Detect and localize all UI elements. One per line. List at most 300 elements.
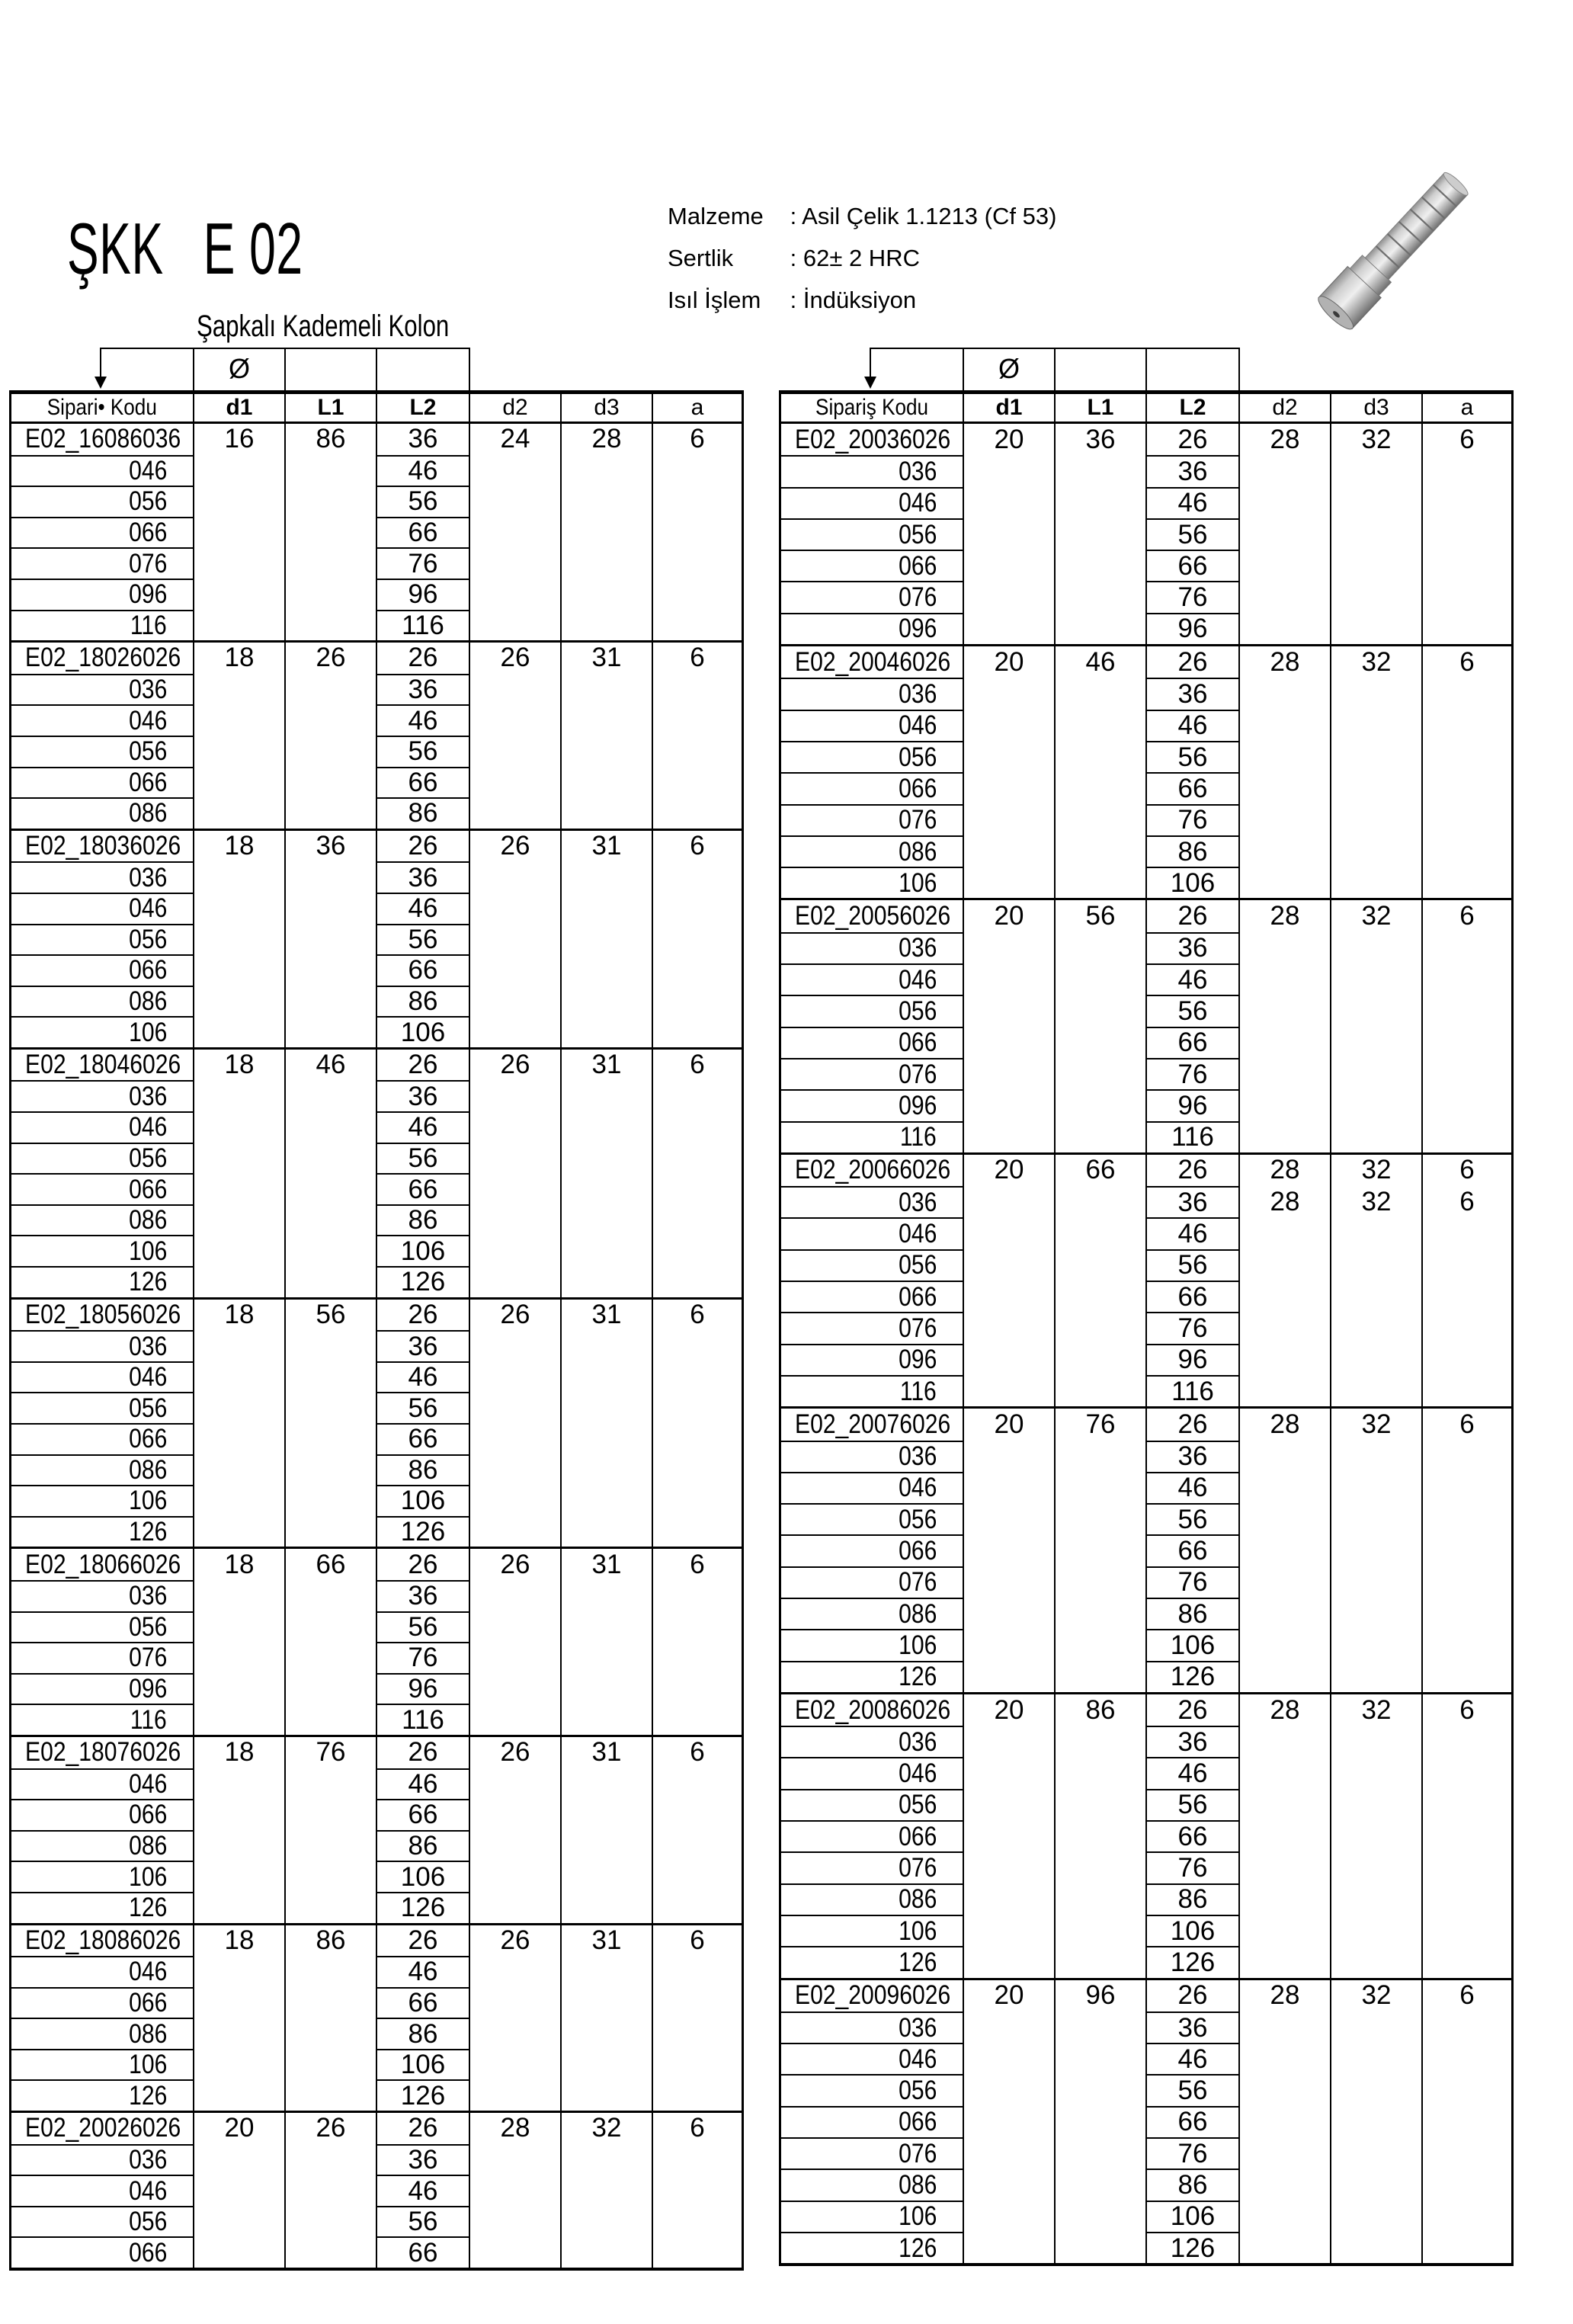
L2-column [376,1549,469,1735]
L2-cell: 26 [408,1737,438,1768]
catalog-table-left [9,348,744,2271]
L1-cell: 76 [1054,1409,1145,1692]
L2-cell: 36 [377,2144,469,2175]
L1-cell: 26 [284,643,376,829]
order-code-column [11,1925,193,2111]
order-code-cell: E02_18056026 [25,1299,181,1329]
table-group [781,1152,1511,1406]
d3-cell: 31 [560,1300,652,1547]
header-a: a [1421,394,1511,422]
product-model-code: E 02 [203,208,303,290]
L2-cell: 46 [1147,2043,1238,2074]
L2-cell: 86 [1147,835,1238,867]
d1-cell: 20 [963,424,1054,644]
order-code-suffix-cell: 066 [781,1534,963,1566]
header-d3: d3 [1330,394,1421,422]
L2-cell: 76 [1147,804,1238,835]
L1-cell: 76 [284,1737,376,1923]
order-code-suffix-cell: 106 [781,2201,963,2232]
header-a: a [652,394,742,422]
L2-cell: 26 [1177,646,1208,677]
order-code-suffix-cell: 066 [11,517,193,548]
order-code-suffix-cell: 096 [781,613,963,644]
d2-cell: 26 [469,1050,560,1297]
order-code-suffix-cell: 056 [781,741,963,772]
order-code-suffix-cell: 056 [11,486,193,517]
order-code-suffix-cell: 046 [781,2043,963,2074]
d2-cell: 28 [1238,1694,1330,1978]
order-code-pointer-arrow [870,348,871,377]
order-code-suffix-cell: 066 [781,1820,963,1851]
diameter-symbol: Ø [228,353,250,384]
L2-cell: 66 [1147,550,1238,581]
order-code-column [11,1549,193,1735]
L2-cell: 86 [1147,2169,1238,2200]
order-code-suffix-cell: 046 [781,963,963,995]
d1-cell: 18 [193,831,284,1047]
page-title [67,207,303,291]
catalog-table-right [779,348,1514,2266]
d1-cell: 18 [193,1925,284,2111]
d1-cell: 18 [193,1737,284,1923]
d3-cell: 32 [1330,1409,1421,1692]
L2-cell: 56 [1147,2074,1238,2105]
d2-cell: 26 [469,1300,560,1547]
a-cell: 6 [652,831,742,1047]
order-code-cell: E02_20056026 [795,901,951,931]
d2-cell: 26 [469,643,560,829]
order-code-suffix-cell: 126 [11,1892,193,1923]
L2-cell: 26 [408,1925,438,1955]
L2-cell: 26 [408,1549,438,1579]
d3-cell: 31 [560,1737,652,1923]
order-code-suffix-cell: 076 [781,1566,963,1598]
d1-cell: 18 [193,1050,284,1297]
diameter-symbol: Ø [998,353,1020,384]
table-preheader [9,348,744,390]
L2-cell: 66 [377,1799,469,1830]
order-code-suffix-cell: 126 [781,2232,963,2263]
L1-cell: 86 [284,424,376,640]
product-series-code: ŞKK [67,208,164,290]
d1-cell: 18 [193,643,284,829]
order-code-suffix-cell: 106 [11,1485,193,1516]
spec-label: Sertlik [668,245,734,271]
L2-cell: 86 [1147,1883,1238,1915]
table-group [11,1297,742,1547]
order-code-suffix-cell: 106 [781,867,963,898]
order-code-column [11,1050,193,1297]
table-group [11,1735,742,1923]
L1-cell: 46 [1054,646,1145,898]
order-code-suffix-cell: 056 [11,1392,193,1423]
order-code-column [781,646,963,898]
table-group [11,424,742,640]
d3-cell: 31 [560,1925,652,2111]
d2-cell: 28 [1238,646,1330,898]
table-body [781,424,1511,2263]
a-cell: 6 [1421,424,1511,644]
L2-cell: 46 [377,893,469,924]
L1-cell: 66 [1054,1155,1145,1406]
order-code-suffix-cell: 076 [781,1312,963,1343]
L2-cell: 116 [1147,1375,1238,1406]
L2-cell: 36 [1147,932,1238,963]
L2-cell: 26 [1177,424,1208,454]
L2-cell: 66 [377,1423,469,1454]
spec-value: : Asil Çelik 1.1213 (Cf 53) [790,203,1057,229]
order-code-suffix-cell: 096 [11,1673,193,1704]
L2-cell: 66 [1147,1820,1238,1851]
order-code-suffix-cell: 036 [11,1080,193,1111]
order-code-suffix-cell: 056 [11,2206,193,2237]
L2-cell: 46 [1147,1217,1238,1249]
L2-cell: 76 [1147,1566,1238,1598]
L2-cell: 26 [1177,1155,1208,1185]
d1-cell: 18 [193,1300,284,1547]
order-code-cell: E02_16086036 [25,424,181,454]
table-group [11,640,742,829]
order-code-suffix-cell: 046 [781,487,963,518]
L2-cell: 46 [1147,1757,1238,1788]
order-code-suffix-cell: 036 [11,861,193,893]
column-divider [376,348,377,390]
order-code-suffix-cell: 046 [11,1361,193,1393]
d3-cell: 28 [560,424,652,640]
header-order-code: Sipariş Kodu [815,395,928,420]
L2-cell: 106 [1147,1629,1238,1660]
d3-cell: 32 [1330,900,1421,1152]
spec-label: Isıl İşlem [668,287,761,313]
L2-column [376,2113,469,2268]
header-L1: L1 [1054,394,1145,422]
order-code-suffix-cell: 086 [781,2169,963,2200]
L2-cell: 46 [377,1111,469,1143]
L2-cell: 66 [1147,1281,1238,1312]
order-code-suffix-cell: 066 [781,1027,963,1058]
L2-cell: 66 [377,1173,469,1204]
d2-cell: 26 [469,831,560,1047]
order-code-cell: E02_20096026 [795,1980,951,2011]
order-code-suffix-cell: 056 [781,2074,963,2105]
header-d3: d3 [560,394,652,422]
L2-column [376,831,469,1047]
spec-row-hardness [668,237,1056,279]
L2-column [1145,900,1238,1152]
L2-cell: 56 [377,1611,469,1643]
L2-cell: 66 [1147,2106,1238,2137]
L2-cell: 96 [1147,1344,1238,1375]
L2-cell: 66 [377,2236,469,2268]
d3-cell: 32 [560,2113,652,2268]
L2-column [1145,1409,1238,1692]
L2-cell: 56 [1147,518,1238,550]
a-cell: 6 [1421,1980,1511,2264]
L1-cell: 86 [284,1925,376,2111]
L2-cell: 36 [377,1580,469,1611]
order-code-suffix-cell: 116 [11,610,193,641]
d2-cell: 28 [1238,424,1330,644]
order-code-suffix-cell: 076 [781,1058,963,1089]
order-code-suffix-cell: 036 [11,674,193,705]
L2-cell: 56 [377,924,469,955]
table-group [11,829,742,1047]
order-code-suffix-cell: 056 [11,1143,193,1174]
d3-cell: 32 [1330,646,1421,898]
L1-cell: 56 [284,1300,376,1547]
a-cell: 6 [1421,1694,1511,1978]
order-code-cell: E02_18086026 [25,1925,181,1955]
table-body [11,424,742,2268]
L2-cell: 106 [1147,2201,1238,2232]
order-code-column [11,1300,193,1547]
L2-cell: 46 [1147,710,1238,741]
d2-cell: 26 [469,1737,560,1923]
a-cell: 6 [1421,646,1511,898]
order-code-column [11,831,193,1047]
order-code-suffix-cell: 076 [781,2137,963,2169]
column-divider [284,348,286,390]
d3-cell: 31 [560,1050,652,1297]
d2-cell: 28 28 [1238,1155,1330,1406]
L1-cell: 46 [284,1050,376,1297]
column-divider [1145,348,1147,390]
order-code-suffix-cell: 086 [11,986,193,1017]
order-code-column [781,900,963,1152]
L2-cell: 56 [1147,741,1238,772]
header-d2: d2 [1238,394,1330,422]
L2-cell: 26 [1177,1409,1208,1439]
L2-cell: 66 [377,517,469,548]
L2-cell: 116 [1147,1121,1238,1152]
order-code-cell: E02_20066026 [795,1155,951,1185]
L2-cell: 76 [1147,1312,1238,1343]
L2-cell: 106 [377,1485,469,1516]
L2-cell: 26 [408,831,438,861]
order-code-suffix-cell: 106 [11,1016,193,1047]
order-code-cell: E02_18046026 [25,1050,181,1080]
order-code-suffix-cell: 036 [11,1330,193,1361]
L2-cell: 96 [377,1673,469,1704]
order-code-suffix-cell: 046 [781,1757,963,1788]
L2-cell: 26 [408,1050,438,1080]
order-code-suffix-cell: 066 [11,2236,193,2268]
L2-cell: 56 [1147,1249,1238,1281]
L2-cell: 126 [377,1892,469,1923]
order-code-suffix-cell: 086 [11,797,193,829]
L2-cell: 96 [1147,1089,1238,1120]
order-code-column [781,1694,963,1978]
L1-cell: 36 [1054,424,1145,644]
order-code-suffix-cell: 046 [11,1111,193,1143]
L2-cell: 126 [377,1266,469,1297]
order-code-suffix-cell: 096 [781,1344,963,1375]
L2-cell: 86 [377,1454,469,1486]
order-code-suffix-cell: 126 [11,1516,193,1547]
a-cell: 6 [652,424,742,640]
d3-cell: 31 [560,831,652,1047]
order-code-suffix-cell: 066 [11,954,193,986]
d1-cell: 20 [963,900,1054,1152]
spec-label: Malzeme [668,203,764,229]
table-group [781,1978,1511,2264]
a-cell: 6 [652,2113,742,2268]
order-code-column [11,2113,193,2268]
d3-cell: 32 [1330,1694,1421,1978]
L2-cell: 76 [1147,581,1238,612]
L2-cell: 126 [377,2079,469,2111]
order-code-suffix-cell: 066 [11,1173,193,1204]
L2-cell: 56 [1147,1789,1238,1820]
L1-cell: 86 [1054,1694,1145,1978]
spec-row-heat-treatment [668,279,1056,321]
arrow-down-icon [95,377,107,389]
order-code-suffix-cell: 106 [11,2049,193,2080]
L2-column [376,1925,469,2111]
order-code-cell: E02_18076026 [25,1737,181,1768]
d2-cell: 26 [469,1925,560,2111]
order-code-suffix-cell: 036 [781,1186,963,1217]
order-code-suffix-cell: 046 [11,1768,193,1800]
order-code-suffix-cell: 076 [781,581,963,612]
a-cell: 6 6 [1421,1155,1511,1406]
L2-cell: 106 [1147,867,1238,898]
order-code-column [781,1409,963,1692]
L2-column [376,1050,469,1297]
L2-cell: 46 [377,1956,469,1987]
order-code-column [11,1737,193,1923]
a-cell: 6 [652,1050,742,1297]
L2-cell: 46 [377,704,469,736]
L2-cell: 66 [377,767,469,798]
L2-column [376,424,469,640]
L2-cell: 96 [1147,613,1238,644]
L2-cell: 36 [408,424,438,454]
order-code-suffix-cell: 066 [781,772,963,803]
order-code-suffix-cell: 126 [11,1266,193,1297]
L2-cell: 36 [1147,1726,1238,1757]
order-code-column [781,1980,963,2264]
L2-cell: 46 [377,455,469,486]
order-code-cell: E02_20026026 [25,2113,181,2143]
order-code-column [781,1155,963,1406]
order-code-suffix-cell: 066 [781,1281,963,1312]
arrow-down-icon [864,377,876,389]
order-code-suffix-cell: 056 [781,518,963,550]
L2-cell: 26 [408,1299,438,1329]
table-group [11,1547,742,1735]
order-code-column [11,643,193,829]
L2-cell: 56 [377,736,469,767]
order-code-suffix-cell: 126 [781,1946,963,1977]
L2-cell: 66 [377,954,469,986]
order-code-suffix-cell: 056 [781,1503,963,1534]
order-code-suffix-cell: 046 [11,455,193,486]
L2-cell: 66 [1147,1027,1238,1058]
header-d2: d2 [469,394,560,422]
order-code-suffix-cell: 056 [781,995,963,1026]
d3-cell: 31 [560,643,652,829]
d3-cell: 32 [1330,424,1421,644]
d1-cell: 18 [193,1549,284,1735]
d3-cell: 32 32 [1330,1155,1421,1406]
d2-cell: 26 [469,1549,560,1735]
L1-cell: 96 [1054,1980,1145,2264]
order-code-cell: E02_20036026 [795,424,951,454]
d1-cell: 20 [963,646,1054,898]
d2-cell: 24 [469,424,560,640]
order-code-suffix-cell: 056 [781,1249,963,1281]
table-header [781,394,1511,424]
order-code-suffix-cell: 106 [11,1235,193,1266]
header-L2: L2 [1145,394,1238,422]
L2-cell: 56 [377,2206,469,2237]
d1-cell: 16 [193,424,284,640]
d2-cell: 28 [1238,1409,1330,1692]
a-cell: 6 [1421,1409,1511,1692]
order-code-suffix-cell: 036 [11,2144,193,2175]
order-code-suffix-cell: 066 [11,1987,193,2018]
table-preheader [779,348,1514,390]
order-code-cell: E02_20086026 [795,1694,951,1725]
header-order-code: Sipari• Kodu [46,395,158,420]
L2-cell: 56 [377,1392,469,1423]
L2-cell: 36 [377,674,469,705]
d2-cell: 28 [1238,900,1330,1152]
table-group [781,1406,1511,1692]
order-code-suffix-cell: 116 [781,1121,963,1152]
order-code-suffix-cell: 036 [781,678,963,709]
column-divider [1054,348,1056,390]
order-code-suffix-cell: 046 [781,1472,963,1503]
order-code-suffix-cell: 086 [11,1830,193,1861]
d3-cell: 32 [1330,1980,1421,2264]
header-d1: d1 [963,394,1054,422]
order-code-suffix-cell: 076 [781,1851,963,1883]
order-code-suffix-cell: 116 [11,1704,193,1735]
L2-cell: 86 [1147,1598,1238,1629]
order-code-suffix-cell: 076 [781,804,963,835]
order-code-suffix-cell: 086 [11,1204,193,1236]
L2-cell: 36 [377,1330,469,1361]
order-code-suffix-cell: 086 [781,1598,963,1629]
a-cell: 6 [652,1549,742,1735]
product-image-stepped-pin [1296,149,1524,347]
order-code-column [11,424,193,640]
order-code-suffix-cell: 046 [11,2175,193,2206]
L2-cell: 126 [1147,2232,1238,2263]
L2-cell: 26 [1177,1980,1208,2011]
table-group [11,1923,742,2111]
order-code-pointer-arrow [100,348,101,377]
L2-cell: 56 [1147,1503,1238,1534]
order-code-column [781,424,963,644]
L2-cell: 56 [1147,995,1238,1026]
L2-cell: 36 [377,861,469,893]
order-code-suffix-cell: 056 [781,1789,963,1820]
L2-cell: 126 [1147,1946,1238,1977]
L2-cell: 36 [1147,455,1238,486]
L2-cell: 106 [377,1861,469,1892]
L2-cell: 126 [377,1516,469,1547]
table-group [781,424,1511,644]
order-code-suffix-cell: 106 [781,1915,963,1946]
order-code-suffix-cell: 046 [11,893,193,924]
L2-cell: 46 [377,2175,469,2206]
L2-cell: 76 [1147,2137,1238,2169]
d3-cell: 31 [560,1549,652,1735]
L2-cell: 26 [408,2113,438,2143]
